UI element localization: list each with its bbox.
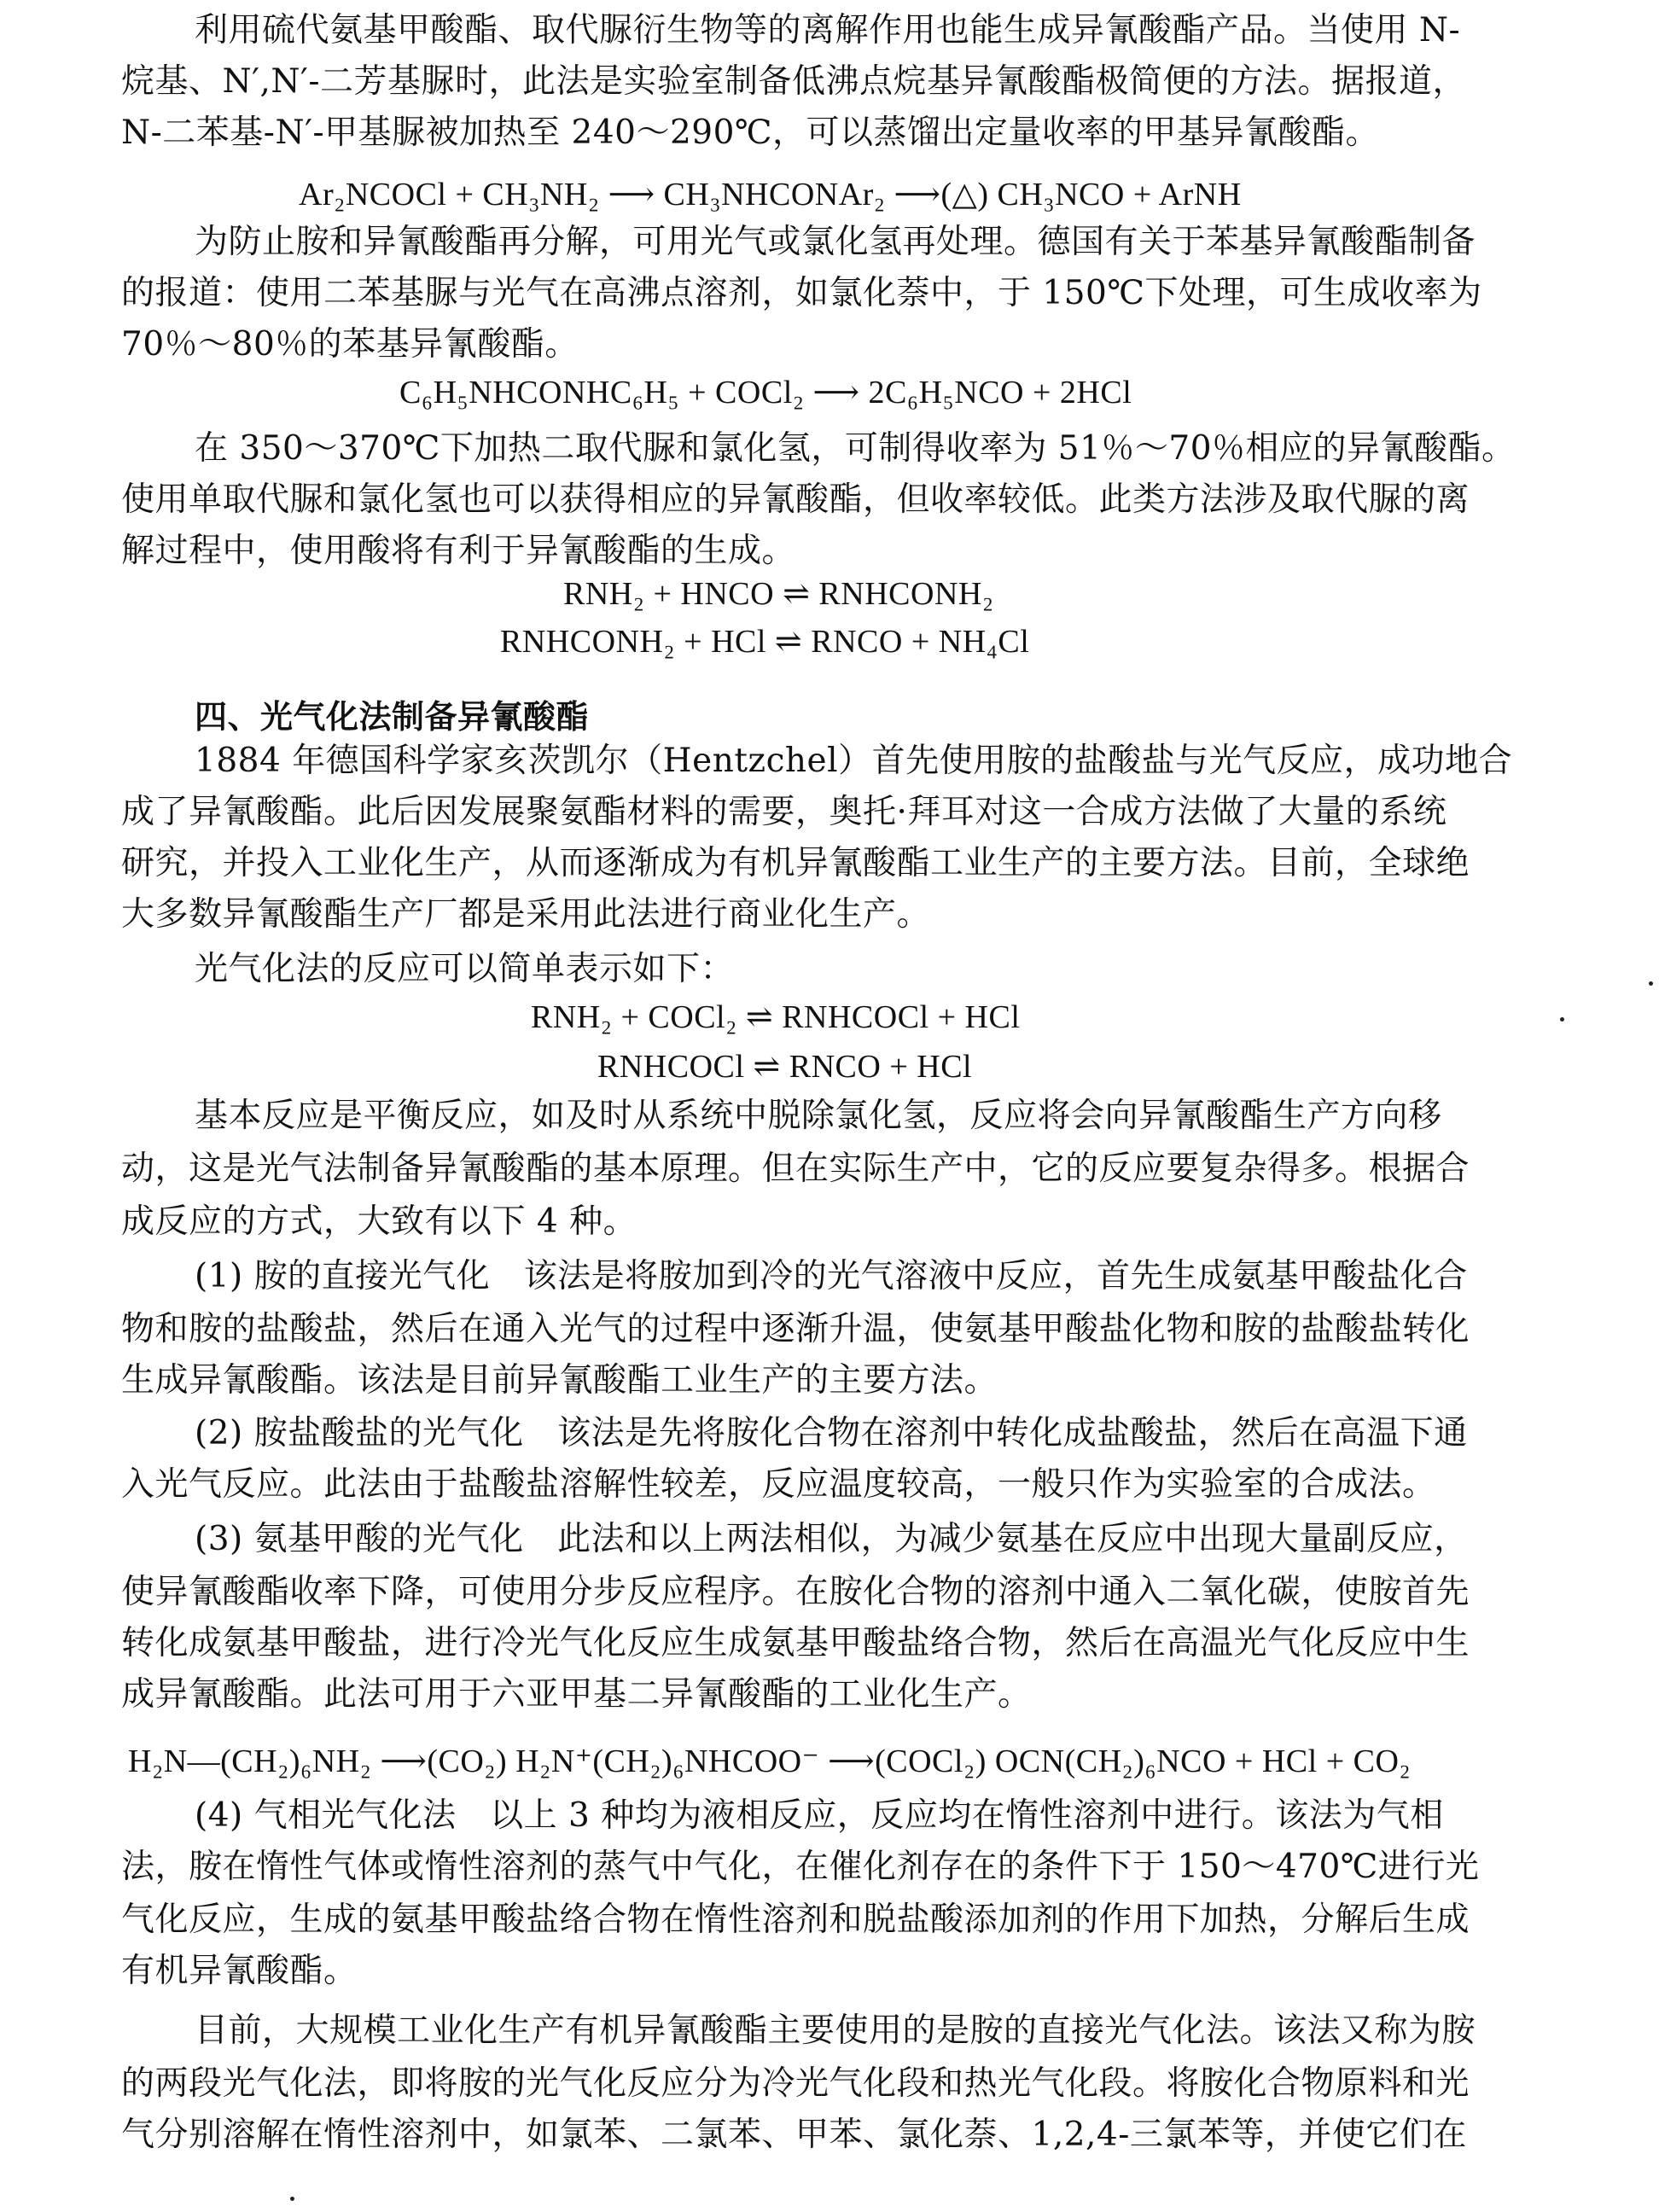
text-line: 法，胺在惰性气体或惰性溶剂的蒸气中气化，在催化剂存在的条件下于 150～470℃进行光 [121,1848,1480,1886]
text-line: 气化反应，生成的氨基甲酸盐络合物在惰性溶剂和脱盐酸添加剂的作用下加热，分解后生成 [121,1901,1470,1939]
text-line: 大多数异氰酸酯生产厂都是采用此法进行商业化生产。 [121,895,931,934]
text-line: 有机异氰酸酯。 [121,1952,358,1990]
text-line: 使用单取代脲和氯化氢也可以获得相应的异氰酸酯，但收率较低。此类方法涉及取代脲的离 [121,480,1470,519]
text-line: 光气化法的反应可以简单表示如下： [195,950,735,988]
equation: Ar₂NCOCl + CH₃NH₂ ⟶ CH₃NHCONAr₂ ⟶(△) CH₃NCO + ArNH [299,177,1242,212]
text-line: 气分别溶解在惰性溶剂中，如氯苯、二氯苯、甲苯、氯化萘、1,2,4-三氯苯等，并使它们在 [121,2116,1467,2154]
equation: RNH₂ + HNCO ⇌ RNHCONH₂ [563,576,994,612]
text-line: (2) 胺盐酸盐的光气化 该法是先将胺化合物在溶剂中转化成盐酸盐，然后在高温下通 [195,1414,1468,1452]
text-line: 目前，大规模工业化生产有机异氰酸酯主要使用的是胺的直接光气化法。该法又称为胺 [195,2011,1476,2050]
equation: RNHCOCl ⇌ RNCO + HCl [597,1049,973,1085]
section-heading: 四、光气化法制备异氰酸酯 [195,698,590,736]
text-line: 的两段光气化法，即将胺的光气化反应分为冷光气化段和热光气化段。将胺化合物原料和光 [121,2064,1470,2103]
text-line: 成了异氰酸酯。此后因发展聚氨酯材料的需要，奥托·拜耳对这一合成方法做了大量的系统 [121,793,1447,831]
text-line: (1) 胺的直接光气化 该法是将胺加到冷的光气溶液中反应，首先生成氨基甲酸盐化合 [195,1257,1468,1295]
text-line: 物和胺的盐酸盐，然后在通入光气的过程中逐渐升温，使氨基甲酸盐化物和胺的盐酸盐转化 [121,1310,1470,1348]
text-line: N-二苯基-N′-甲基脲被加热至 240～290℃，可以蒸馏出定量收率的甲基异氰酸酯。 [121,114,1380,152]
text-line: 使异氰酸酯收率下降，可使用分步反应程序。在胺化合物的溶剂中通入二氧化碳，使胺首先 [121,1573,1470,1611]
text-line: 研究，并投入工业化生产，从而逐渐成为有机异氰酸酯工业生产的主要方法。目前，全球绝 [121,844,1470,882]
text-line: 成异氰酸酯。此法可用于六亚甲基二异氰酸酯的工业化生产。 [121,1675,1032,1714]
text-line: (3) 氨基甲酸的光气化 此法和以上两法相似，为减少氨基在反应中出现大量副反应， [195,1520,1468,1558]
equation: RNHCONH₂ + HCl ⇌ RNCO + NH₄Cl [500,624,1030,660]
text-line: 入光气反应。此法由于盐酸盐溶解性较差，反应温度较高，一般只作为实验室的合成法。 [121,1465,1436,1504]
scan-speck [1560,1017,1564,1022]
equation: H₂N—(CH₂)₆NH₂ ⟶(CO₂) H₂N⁺(CH₂)₆NHCOO⁻ ⟶(COCl₂) OCN(CH₂)₆NCO + HCl + CO₂ [128,1743,1412,1779]
text-line: 生成异氰酸酯。该法是目前异氰酸酯工业生产的主要方法。 [121,1361,998,1400]
text-line: 的报道：使用二苯基脲与光气在高沸点溶剂，如氯化萘中，于 150℃下处理，可生成收率为 [121,274,1482,312]
text-line: 利用硫代氨基甲酸酯、取代脲衍生物等的离解作用也能生成异氰酸酯产品。当使用 N- [195,11,1461,49]
text-line: 烷基、N′,N′-二芳基脲时，此法是实验室制备低沸点烷基异氰酸酯极简便的方法。据报道， [121,62,1467,101]
text-line: 70％～80％的苯基异氰酸酯。 [121,325,579,364]
equation: RNH₂ + COCl₂ ⇌ RNHCOCl + HCl [531,999,1021,1035]
text-line: 成反应的方式，大致有以下 4 种。 [121,1202,637,1241]
text-line: (4) 气相光气化法 以上 3 种均为液相反应，反应均在惰性溶剂中进行。该法为气相 [195,1796,1444,1835]
text-line: 解过程中，使用酸将有利于异氰酸酯的生成。 [121,532,796,570]
text-line: 为防止胺和异氰酸酯再分解，可用光气或氯化氢再处理。德国有关于苯基异氰酸酯制备 [195,223,1476,261]
text-line: 转化成氨基甲酸盐，进行冷光气化反应生成氨基甲酸盐络合物，然后在高温光气化反应中生 [121,1624,1470,1662]
text-line: 1884 年德国科学家亥茨凯尔（Hentzchel）首先使用胺的盐酸盐与光气反应，成功地合 [195,742,1513,780]
scan-speck [1649,981,1653,986]
equation: C₆H₅NHCONHC₆H₅ + COCl₂ ⟶ 2C₆H₅NCO + 2HCl [399,375,1132,410]
scan-speck [290,2197,294,2201]
text-line: 动，这是光气法制备异氰酸酯的基本原理。但在实际生产中，它的反应要复杂得多。根据合 [121,1150,1470,1188]
text-line: 在 350～370℃下加热二取代脲和氯化氢，可制得收率为 51％～70％相应的异氰酸酯。 [195,429,1516,468]
text-line: 基本反应是平衡反应，如及时从系统中脱除氯化氢，反应将会向异氰酸酯生产方向移 [195,1097,1442,1135]
